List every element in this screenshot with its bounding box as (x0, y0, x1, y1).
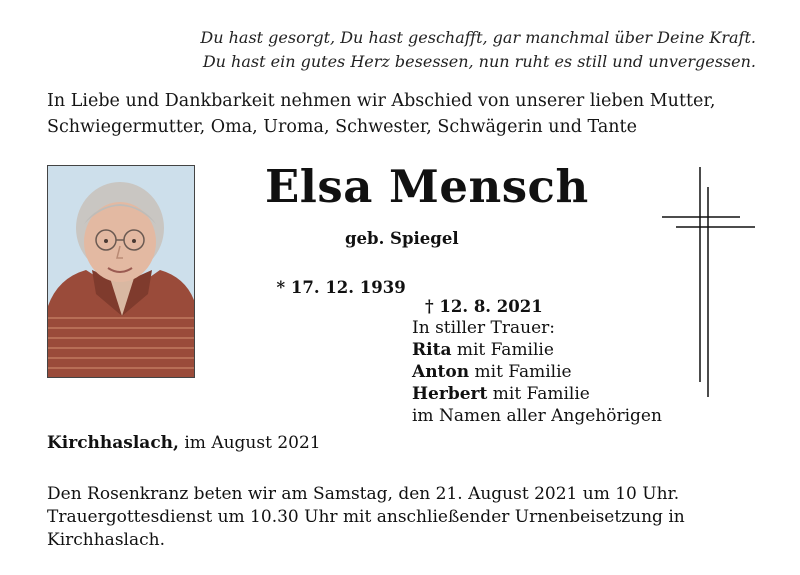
intro-text (47, 88, 747, 140)
place-date: im August 2021 (178, 433, 321, 453)
intro-line-2: Schwiegermutter, Oma, Uroma, Schwester, Schwägerin und Tante (47, 117, 637, 137)
place-town: Kirchhaslach, (47, 433, 179, 453)
intro-line-1: In Liebe und Dankbarkeit nehmen wir Abschied von unserer lieben Mutter, (47, 91, 716, 111)
deceased-name: Elsa Mensch (265, 160, 589, 213)
life-dates (265, 259, 543, 316)
service-info (47, 483, 747, 552)
service-line-2: Trauergottesdienst um 10.30 Uhr mit anschließender Urnenbeisetzung in (47, 507, 685, 527)
mourner-entry (412, 339, 662, 361)
mourner-suffix: mit Familie (487, 384, 590, 404)
cross-icon (662, 167, 757, 397)
place-date-line (47, 433, 321, 453)
mourner-entry (412, 361, 662, 383)
mourner-name: Herbert (412, 384, 488, 404)
death-date: † 12. 8. 2021 (425, 297, 543, 316)
mourner-name: Anton (412, 362, 470, 382)
poem-line-2: Du hast ein gutes Herz besessen, nun ruht es still und unvergessen. (202, 52, 756, 71)
mourner-suffix: mit Familie (469, 362, 572, 382)
service-line-3: Kirchhaslach. (47, 530, 165, 550)
mourners-heading: In stiller Trauer: (412, 318, 555, 338)
portrait-photo (47, 165, 195, 378)
mourners-footer: im Namen aller Angehörigen (412, 406, 662, 426)
mourners-block (412, 317, 662, 427)
mourner-entry (412, 383, 662, 405)
birth-date: * 17. 12. 1939 (276, 278, 406, 297)
mourner-suffix: mit Familie (451, 340, 554, 360)
poem-line-1: Du hast gesorgt, Du hast geschafft, gar manchmal über Deine Kraft. (200, 28, 756, 47)
maiden-name: geb. Spiegel (345, 229, 459, 248)
portrait-illustration (48, 166, 195, 378)
mourner-name: Rita (412, 340, 452, 360)
service-line-1: Den Rosenkranz beten wir am Samstag, den 21. August 2021 um 10 Uhr. (47, 484, 680, 504)
poem-verse (200, 26, 756, 74)
